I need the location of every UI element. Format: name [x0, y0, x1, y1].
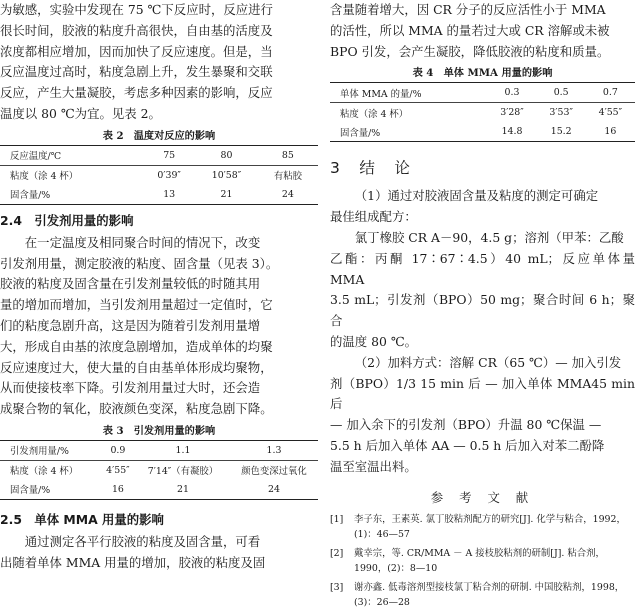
- table-row: 粘度（涂 4 杯） 3′28″ 3′53″ 4′55″: [340, 107, 623, 120]
- table3: [0, 440, 318, 500]
- table4: [330, 82, 635, 142]
- reference-item: [2] 戴幸宗，等. CR/MMA － A 接枝胶粘剂的研制[J]. 粘合剂，1990，(2)：8—10: [330, 547, 605, 575]
- conclusion-2: （2）加料方式：溶解 CR（65 ℃）— 加入引发 剂（BPO）1/3 15 min 后 — 加入单体 MMA45 min 后 — 加入余下的引发剂（BPO）升温 80 ℃保温 — 5.5 h 后加入单体 AA — 0.5 h 后加入对苯二酚降 温至室温出料。: [330, 354, 635, 474]
- paragraph-mma: 通过测定各平行胶液的粘度及固含量，可看 出随着单体 MMA 用量的增加，胶液的粘度及固: [0, 533, 266, 570]
- section-2-4-title: 2.4 引发剂用量的影响: [0, 212, 134, 228]
- table-row: 单体 MMA 的量/% 0.3 0.5 0.7: [330, 83, 635, 103]
- paragraph-initiator: 在一定温度及相同聚合时间的情况下，改变 引发剂用量，测定胶液的粘度、固含量（见表 3）。 胶液的粘度及固含量在引发剂量较低的时随其用 量的增加而增加，当引发剂用量超过一定值时，它 们的粘度急剧升高，这是因为随着引发剂用量增 大，形成自由基的浓度急剧增加，造成单体的均聚 反应速度过大，使大量的自由基单体形成均聚物， 从而使接枝率下降。引发剂用量过大时，还会造 成聚合物的氧化，胶液颜色变深，粘度急剧下降。: [0, 234, 279, 417]
- table2-caption: 表 2 温度对反应的影响: [102, 129, 216, 142]
- table-row: 固含量/% 14.8 15.2 16: [340, 126, 617, 139]
- table-row: 反应温度/℃ 75 80 85: [0, 145, 318, 165]
- table4-caption: 表 4 单体 MMA 用量的影响: [412, 67, 553, 80]
- references-title: 参 考 文 献: [430, 489, 535, 505]
- paragraph-temperature: 为敏感，实验中发现在 75 ℃下反应时，反应进行 很长时间，胶液的粘度升高很快，自由基的活度及 浓度都相应增加，因而加快了反应速度。但是，当 反应温度过高时，粘度急剧上升，发生暴聚和交联 反应，产生大量凝胶，考虑多种因素的影响，反应 温度以 80 ℃为宜。见表 2。: [0, 2, 273, 121]
- table-row: 固含量/% 13 21 24: [10, 188, 294, 202]
- paragraph-mma-continued: 含量随着增大，因 CR 分子的反应活性小于 MMA 的活性，所以 MMA 的量若过大或 CR 溶解或未被 BPO 引发，会产生凝胶，降低胶液的粘度和质量。: [330, 2, 610, 59]
- table-row: 粘度（涂 4 杯） 0′39″ 10′58″ 有粘胶: [10, 169, 302, 183]
- table-row: 粘度（涂 4 杯） 4′55″ 7′14″（有凝胶） 颜色变深过氧化: [10, 464, 307, 478]
- table3-caption: 表 3 引发剂用量的影响: [102, 424, 216, 437]
- table2: [0, 145, 318, 205]
- left-column: [0, 0, 318, 574]
- table-row: 固含量/% 16 21 24: [10, 483, 280, 497]
- section-3-title: 3 结 论: [330, 159, 412, 178]
- reference-item: [1] 李子东，王素英. 氯丁胶粘剂配方的研究[J]. 化学与粘合，1992，(1)：46—57: [330, 513, 626, 541]
- table-row: 引发剂用量/% 0.9 1.1 1.3: [0, 440, 318, 460]
- reference-item: [3] 谢亦鑫. 低毒溶剂型接枝氯丁粘合剂的研制. 中国胶粘剂，1998，(3)：26—28: [330, 581, 625, 609]
- section-2-5-title: 2.5 单体 MMA 用量的影响: [0, 511, 164, 527]
- right-column: [330, 0, 635, 614]
- conclusion-1: （1）通过对胶液固含量及粘度的测定可确定 最佳组成配方： 氯丁橡胶 CR A－90，4.5 g；溶剂（甲苯：乙酸 乙酯：丙酮 17∶67∶4.5）40 mL；反应单体量 MMA 3.5 mL；引发剂（BPO）50 mg；聚合时间 6 h；聚合 的温度 80 ℃。: [330, 188, 635, 349]
